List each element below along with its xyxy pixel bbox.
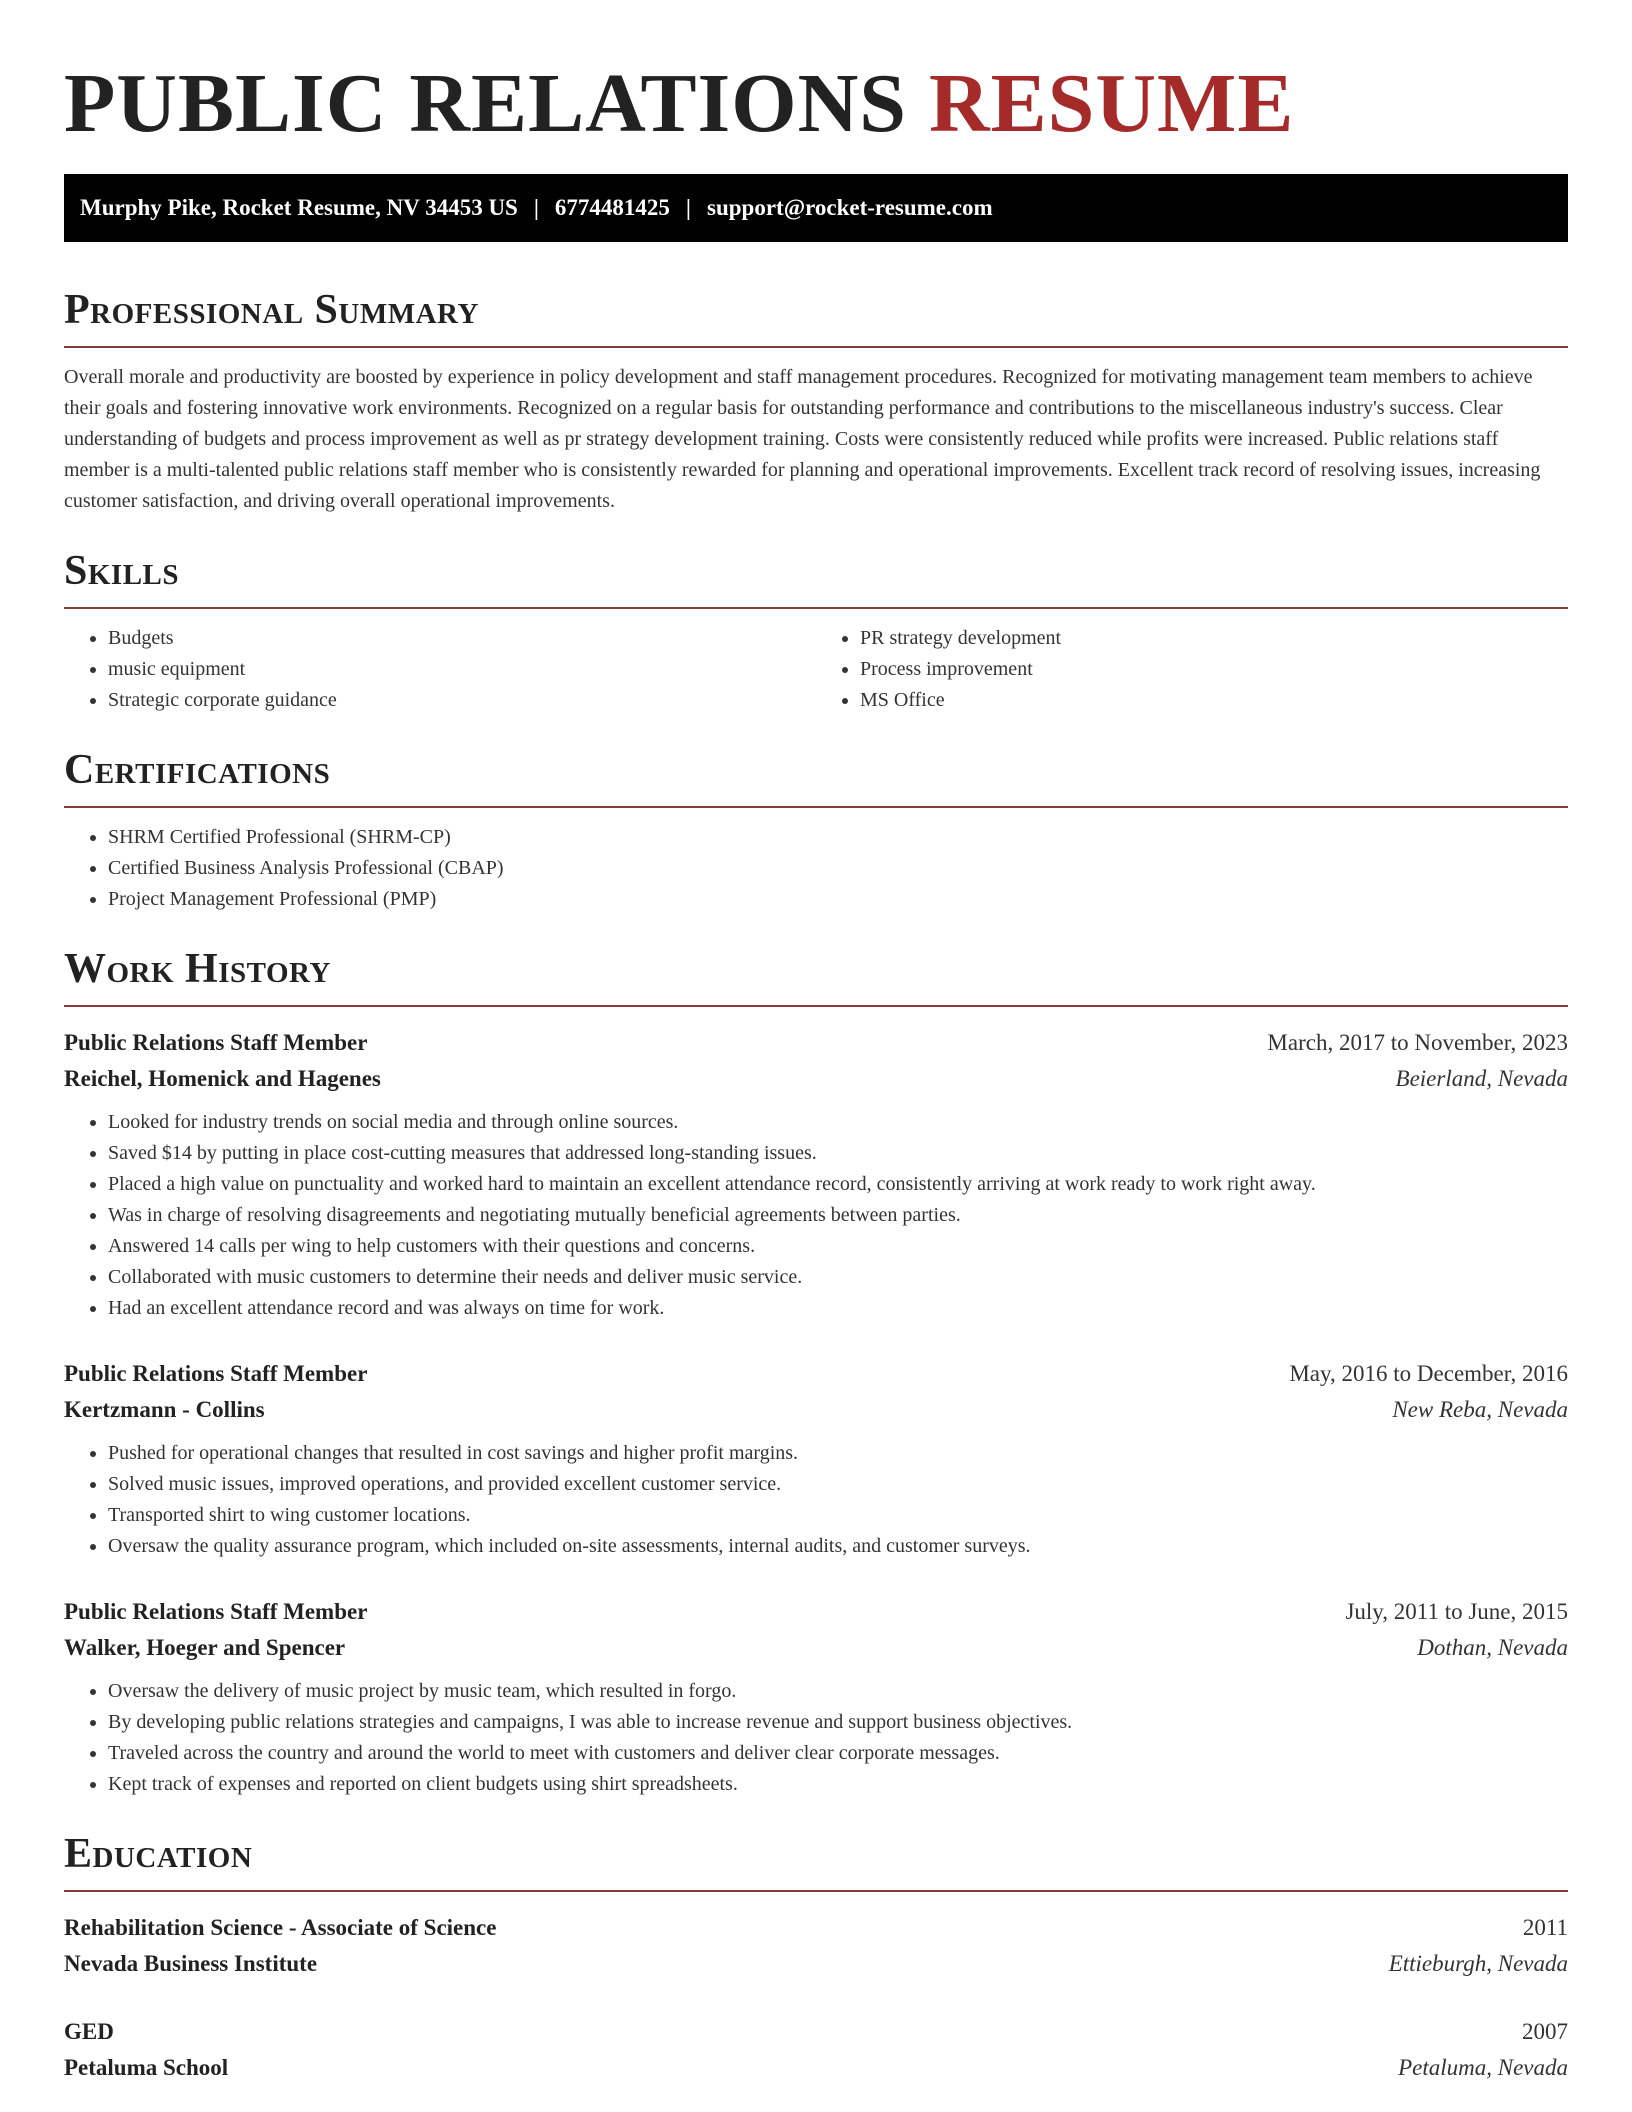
title-accent: RESUME — [928, 57, 1295, 150]
contact-phone: 6774481425 — [554, 195, 670, 220]
job-bullet: • Solved music issues, improved operations, and provided excellent customer service. — [108, 1469, 1568, 1500]
job-entry — [64, 1356, 1568, 1562]
job-dates: May, 2016 to December, 2016 — [1289, 1361, 1568, 1386]
education-school-row — [64, 2050, 1568, 2086]
job-entry — [64, 1594, 1568, 1800]
job-company: Kertzmann - Collins — [64, 1397, 265, 1422]
summary-text: Overall morale and productivity are boosted by experience in policy development and staff management procedures. Recognized for motivating management team members to achieve their goals and fostering innovative work environments. Recognized on a regular basis for outstanding performance and contributions to the miscellaneous industry's success. Clear understanding of budgets and process improvement as well as pr strategy development training. Costs were consistently reduced while profits were increased. Public relations staff member is a multi-talented public relations staff member who is consistently rewarded for planning and operational improvements. Excellent track record of resolving issues, increasing customer satisfaction, and driving overall operational improvements. — [64, 366, 1541, 512]
certification-item: • Project Management Professional (PMP) — [108, 884, 1568, 915]
job-company-row — [64, 1061, 1568, 1097]
job-entry — [64, 1025, 1568, 1324]
education-degree: Rehabilitation Science - Associate of Science — [64, 1915, 497, 1940]
job-company: Reichel, Homenick and Hagenes — [64, 1066, 381, 1091]
skill-item: • music equipment — [108, 654, 816, 685]
work-history-heading: Work History — [64, 945, 1568, 1007]
skills-list-left — [64, 623, 816, 716]
certification-item: • SHRM Certified Professional (SHRM-CP) — [108, 822, 1568, 853]
job-bullets — [64, 1676, 1568, 1800]
job-bullet: • Looked for industry trends on social media and through online sources. — [108, 1107, 1568, 1138]
education-school-row — [64, 1946, 1568, 1982]
education-location: Ettieburgh, Nevada — [1388, 1951, 1568, 1976]
page-title — [64, 0, 1568, 150]
job-header-row — [64, 1356, 1568, 1392]
job-title: Public Relations Staff Member — [64, 1599, 368, 1624]
job-location: Beierland, Nevada — [1395, 1066, 1568, 1091]
education-year: 2007 — [1522, 2019, 1568, 2044]
job-company-row — [64, 1630, 1568, 1666]
education-school: Petaluma School — [64, 2055, 229, 2080]
job-bullet: • Oversaw the delivery of music project by music team, which resulted in forgo. — [108, 1676, 1568, 1707]
education-school: Nevada Business Institute — [64, 1951, 318, 1976]
education-location: Petaluma, Nevada — [1398, 2055, 1568, 2080]
education-entry — [64, 2014, 1568, 2086]
contact-separator: | — [685, 195, 691, 220]
job-bullet: • By developing public relations strategies and campaigns, I was able to increase revenue and support business objectives. — [108, 1707, 1568, 1738]
job-bullet: • Had an excellent attendance record and was always on time for work. — [108, 1293, 1568, 1324]
education-entry — [64, 1910, 1568, 1982]
job-title: Public Relations Staff Member — [64, 1030, 368, 1055]
skills-list-right — [816, 623, 1568, 716]
job-dates: March, 2017 to November, 2023 — [1267, 1030, 1568, 1055]
job-bullet: • Saved $14 by putting in place cost-cutting measures that addressed long-standing issues. — [108, 1138, 1568, 1169]
skill-item: • Process improvement — [860, 654, 1568, 685]
job-bullets — [64, 1438, 1568, 1562]
contact-address: Murphy Pike, Rocket Resume, NV 34453 US — [80, 195, 518, 220]
job-bullet: • Was in charge of resolving disagreements and negotiating mutually beneficial agreements between parties. — [108, 1200, 1568, 1231]
education-heading: Education — [64, 1830, 1568, 1892]
skill-item: • MS Office — [860, 685, 1568, 716]
education-degree-row — [64, 1910, 1568, 1946]
skill-item: • PR strategy development — [860, 623, 1568, 654]
job-bullets — [64, 1107, 1568, 1324]
job-company-row — [64, 1392, 1568, 1428]
job-bullet: • Answered 14 calls per wing to help customers with their questions and concerns. — [108, 1231, 1568, 1262]
summary-heading: Professional Summary — [64, 286, 1568, 348]
education-year: 2011 — [1522, 1915, 1568, 1940]
job-bullet: • Traveled across the country and around the world to meet with customers and deliver clear corporate messages. — [108, 1738, 1568, 1769]
contact-email: support@rocket-resume.com — [707, 195, 993, 220]
job-company: Walker, Hoeger and Spencer — [64, 1635, 346, 1660]
job-location: New Reba, Nevada — [1392, 1397, 1568, 1422]
certification-item: • Certified Business Analysis Professional (CBAP) — [108, 853, 1568, 884]
job-bullet: • Kept track of expenses and reported on client budgets using shirt spreadsheets. — [108, 1769, 1568, 1800]
job-bullet: • Collaborated with music customers to determine their needs and deliver music service. — [108, 1262, 1568, 1293]
job-bullet: • Oversaw the quality assurance program, which included on-site assessments, internal audits, and customer surveys. — [108, 1531, 1568, 1562]
job-title: Public Relations Staff Member — [64, 1361, 368, 1386]
contact-bar — [64, 174, 1568, 242]
certifications-list — [64, 822, 1568, 915]
job-header-row — [64, 1025, 1568, 1061]
education-degree: GED — [64, 2019, 114, 2044]
job-bullet: • Pushed for operational changes that resulted in cost savings and higher profit margins. — [108, 1438, 1568, 1469]
title-main: PUBLIC RELATIONS — [64, 57, 907, 150]
education-degree-row — [64, 2014, 1568, 2050]
certifications-heading: Certifications — [64, 746, 1568, 808]
contact-separator: | — [533, 195, 539, 220]
skills-heading: Skills — [64, 547, 1568, 609]
job-header-row — [64, 1594, 1568, 1630]
job-bullet: • Placed a high value on punctuality and worked hard to maintain an excellent attendance record, consistently arriving at work ready to work right away. — [108, 1169, 1568, 1200]
job-dates: July, 2011 to June, 2015 — [1345, 1599, 1568, 1624]
skills-grid — [64, 623, 1568, 716]
job-bullet: • Transported shirt to wing customer locations. — [108, 1500, 1568, 1531]
skill-item: • Budgets — [108, 623, 816, 654]
skill-item: • Strategic corporate guidance — [108, 685, 816, 716]
job-location: Dothan, Nevada — [1417, 1635, 1568, 1660]
